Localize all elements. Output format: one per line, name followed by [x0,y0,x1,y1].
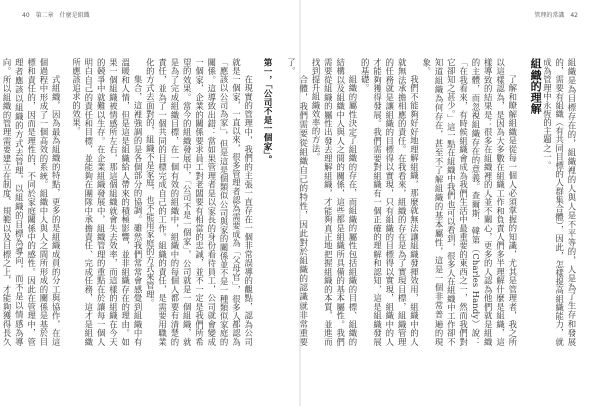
left-page-text-block [2,58,273,346]
paragraph: 在現實的管理中，我們的主張一直存在一個非常誤導的觀點，認為公司就是一個家，一直以來，很多管理者認為需要成為「父母官」，很多人都認為「應該以公司為家」，但是這是個類似公司與家的關係並不是一種類似家庭的關係。這導致出錯：當如果管理者是以家長的身份看待員工，公司就會變成一個家，企業的關係要求員工對老闆要有相當的忠誠，並不一定是我們所希望的效果。當今的組織發展中，「公司不是一個家」，公司就是一個組織，就是為了完成組織目標，在一個有效的組織中，組織中的每個人都要有清楚的責任，並為了一個共同的目標完成自己的工作。組織的責任，是需要用職業化的方式去面對的，組織不是家庭，也不能用家庭的方式來管理。 [145,58,254,346]
right-page-running-title: 管理的常識 [534,12,565,19]
paragraph: 了解和瞭解組織是從每一個人必須掌握的知識，尤其是管理者，我之所以這樣認為，是因為大多數在組織工作和負責人們多半理解什麼是組織，這樣導致的結果是：很多在組織裡的人並不關心，更多的人認為他們就是組織的主體，而忽視組織存在的意義。查爾斯．韓第（Charles Handy）說：「在我看來，有時候組織會成為我們生活中最重要的東西之一，然而我們對它卻知之甚少。」這一點在組織中我們也可以看到，很多人在組織中工作卻不知道組織為何存在，甚至不了解組織的基本屬性，這是一個非常普遍的現象。 [421,58,518,346]
paragraph: 組織的屬性決定了組織的存在，而組織的屬性包括組織的目標、組織的結構以及組織中人與人之間的關係，這些都是組織所具備的基本屬性。我們需要從組織的屬性出發去理解組織，才能夠真正地把握組織的本質，並進而找到提升組織效率的方法。 [311,58,358,346]
left-page-folio [22,12,90,20]
left-page [0,0,299,406]
right-page-text-block [286,58,578,346]
left-page-number: 40 [22,12,30,19]
section-heading: 組織的理解 [529,58,543,114]
left-page-running-title: 第二章 什麼是組織 [35,12,90,19]
paragraph: 組織是為目標存在的，組織裡的人與人是不平等的，人是為了生存和發展的，需要有組織（有共同目標的人群集合體），因此，怎樣提高組織能力，就成為管理中永恆的主題之一。 [542,58,577,346]
right-page-number: 42 [570,12,578,19]
paragraph: 合體，我們需要從組織自己的特性，因此對於組織的認識就非常重要了。 [286,58,309,346]
right-page-folio [534,12,578,20]
paragraph: 我們不能夠好好地理解組織，那麼就無法讓組織發揮效用，組織中的人就無法承擔相應的責任。在我看來，組織的存在是為了實現目標，組織管理的任務就是讓組織的目標得以實現，只有組織的目標得以實現，組織中的人才能夠獲得發展。我們需要對組織有一個正確的理解和認知，這是組織發展的基礎。 [360,58,420,346]
paragraph: 集合，這裡強調的是各個部分的協調。雖然我們常常會感覺到組織中有溫暖和人情，但是這是組織給人帶來的積極影響，並非組織存在的理由。如果一個組織被情感所左右，那這個組織就會失去效率，而這樣的組織在今天的競爭中就難以生存。在企業組織發展中，組織管理的重點在於讓每一個人明白自己的責任和目標，並能夠在團隊中承擔責任、完成任務，這才是組織所應該追求的效果。 [71,58,144,346]
paragraph: 式組織，因為最為組織的特點，更多的是組織成員的分工與協作，在這個過程中形成了一個高效的系統。組織中人與人之間所形成的關係是基於目標和責任的，因而是理性的，不同於家庭關係中的感性。因此在管理中，管理者應該以組織的方式去管理，以組織的目標為導向，而不是以情感為導向。所以組織的管理需要建立在制度、規範以及目標之上，才能夠獲得長久 [2,58,62,346]
section-subheading: 第一，「公司不是一個家」。 [262,58,272,164]
right-page [286,0,600,406]
